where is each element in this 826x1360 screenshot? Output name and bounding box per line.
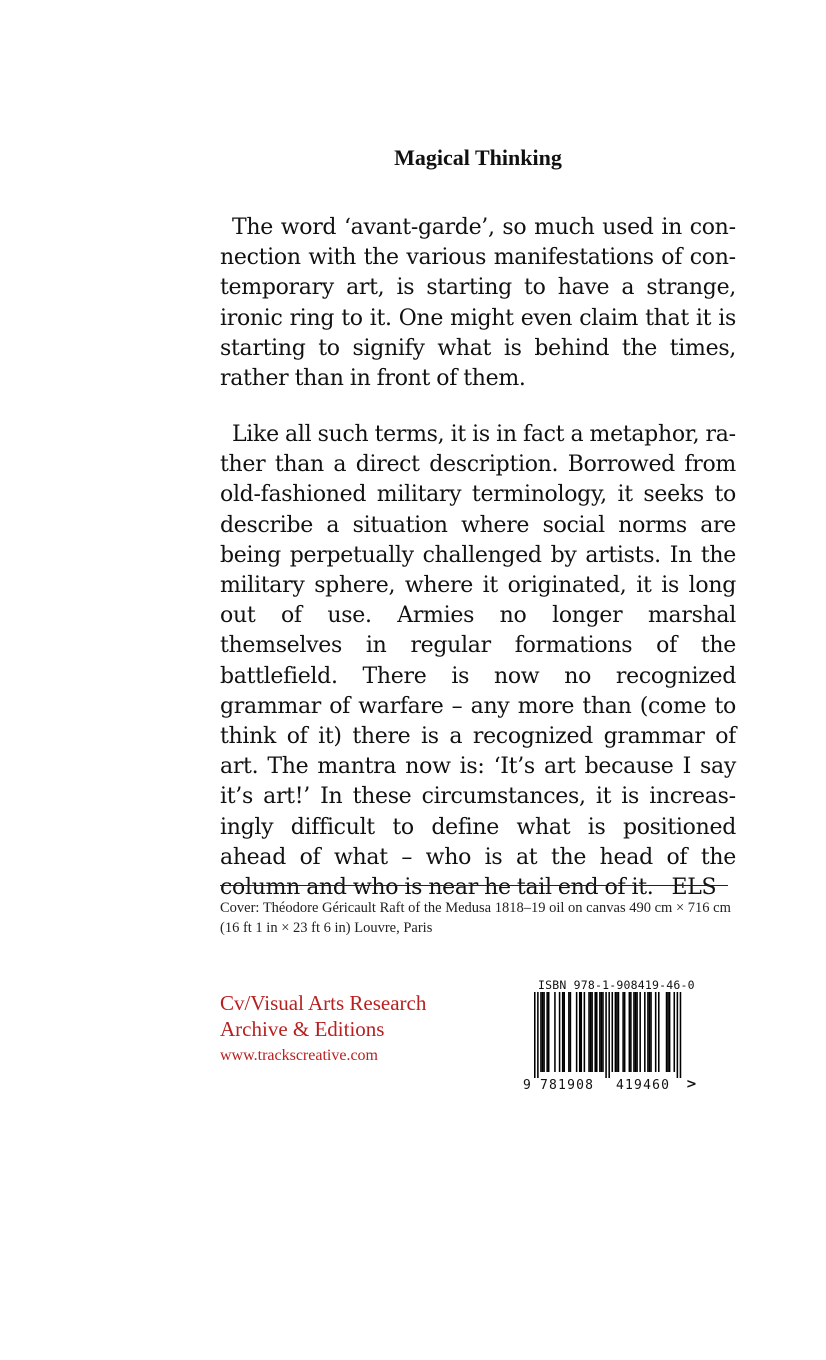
publisher-name-line-1: Cv/Visual Arts Research [220,991,427,1015]
barcode-bar [680,992,682,1078]
barcode-bar [554,992,556,1072]
publisher-website: www.trackscreative.com [220,1047,378,1064]
publisher-block [220,990,426,1068]
barcode-bar [635,992,637,1072]
barcode-bar [650,992,652,1072]
essay-paragraph-2-text: Like all such terms, it is in fact a metaphor, rather than a direct description. Borrowed from old-fashioned military terminology, it seeks to describe a situation where social norms are being perpetually challenged by artists. In the military sphere, where it originated, it is long out of use. Armies no longer marshal themselves in regular formations of the battlefield. There is now no recognized grammar of warfare – any more than (come to think of it) there is a recognized grammar of art. The mantra now is: ‘It’s art because I say it’s art!’ In these circumstances, it is increasingly difficult to define what is positioned ahead of what – who is at the head of the column and who is near he tail end of it. [220,422,736,901]
barcode-bar [655,992,657,1072]
barcode-bar [579,992,581,1072]
barcode-bar [608,992,610,1078]
barcode-bar [534,992,536,1078]
essay-paragraph-2-block [220,420,736,903]
barcode-bar [667,992,669,1072]
barcode-bar [618,992,620,1072]
cover-caption: Cover: Théodore Géricault Raft of the Medusa 1818–19 oil on canvas 490 cm × 716 cm (16 ft 1 in × 23 ft 6 in) Louvre, Paris [220,900,731,936]
barcode-bar [590,992,592,1072]
barcode-bar [605,992,607,1078]
barcode-bar [576,992,578,1072]
barcode-bar [647,992,649,1072]
barcode-bar [636,992,638,1072]
barcode-bar [615,992,617,1072]
barcode-bar [629,992,631,1072]
page-title: Magical Thinking [394,145,562,170]
barcode-bar [591,992,593,1072]
barcode-bar [624,992,626,1072]
barcode-lead-digit: 9 [523,1078,531,1092]
barcode-bar [581,992,583,1072]
barcode-bar [599,992,601,1072]
barcode-bar [677,992,679,1078]
barcode-bar [562,992,564,1072]
essay-paragraph-1-block [220,213,736,394]
isbn-label: ISBN 978-1-908419-46-0 [538,978,695,992]
isbn-barcode [520,978,700,1090]
barcode-bar [633,992,635,1072]
barcode-bar [630,992,632,1072]
barcode-bar [666,992,668,1072]
barcode-bar [669,992,671,1072]
author-signature: ELS [671,875,717,901]
caption-divider [220,885,728,886]
barcode-bar [674,992,676,1072]
barcode-bar [594,992,596,1072]
barcode-bar [588,992,590,1072]
barcode-bar [616,992,618,1072]
barcode-bar [584,992,586,1072]
barcode-bar [639,992,641,1072]
barcode-bar [548,992,550,1072]
barcode-bar [563,992,565,1072]
barcode-bar [596,992,598,1072]
barcode-bar [540,992,542,1072]
barcode-bar [602,992,604,1072]
barcode-bar [658,992,660,1072]
barcode-left-digits: 781908 [540,1078,595,1092]
essay-paragraph-1: The word ‘avant-garde’, so much used in connection with the various manifestations of contemporary art, is starting to have a strange, ironic ring to it. One might even claim that it is starting to signify what is behind the times, rather than in front of them. [220,215,736,392]
barcode-bar [649,992,651,1072]
barcode-bar [612,992,614,1072]
barcode-bar [568,992,570,1072]
barcode-bar [537,992,539,1078]
barcode-bar [543,992,545,1072]
barcode-end-mark: > [686,1077,697,1092]
barcode-bar [559,992,561,1072]
barcode-bar [546,992,548,1072]
barcode-icon [520,992,700,1092]
essay-paragraph-2 [220,420,736,903]
barcode-bar [644,992,646,1072]
barcode-bar [601,992,603,1072]
barcode-right-digits: 419460 [616,1078,671,1092]
barcode-bar [570,992,572,1072]
barcode-bar [622,992,624,1072]
publisher-name-line-2: Archive & Editions [220,1017,385,1041]
barcode-bar [542,992,544,1072]
